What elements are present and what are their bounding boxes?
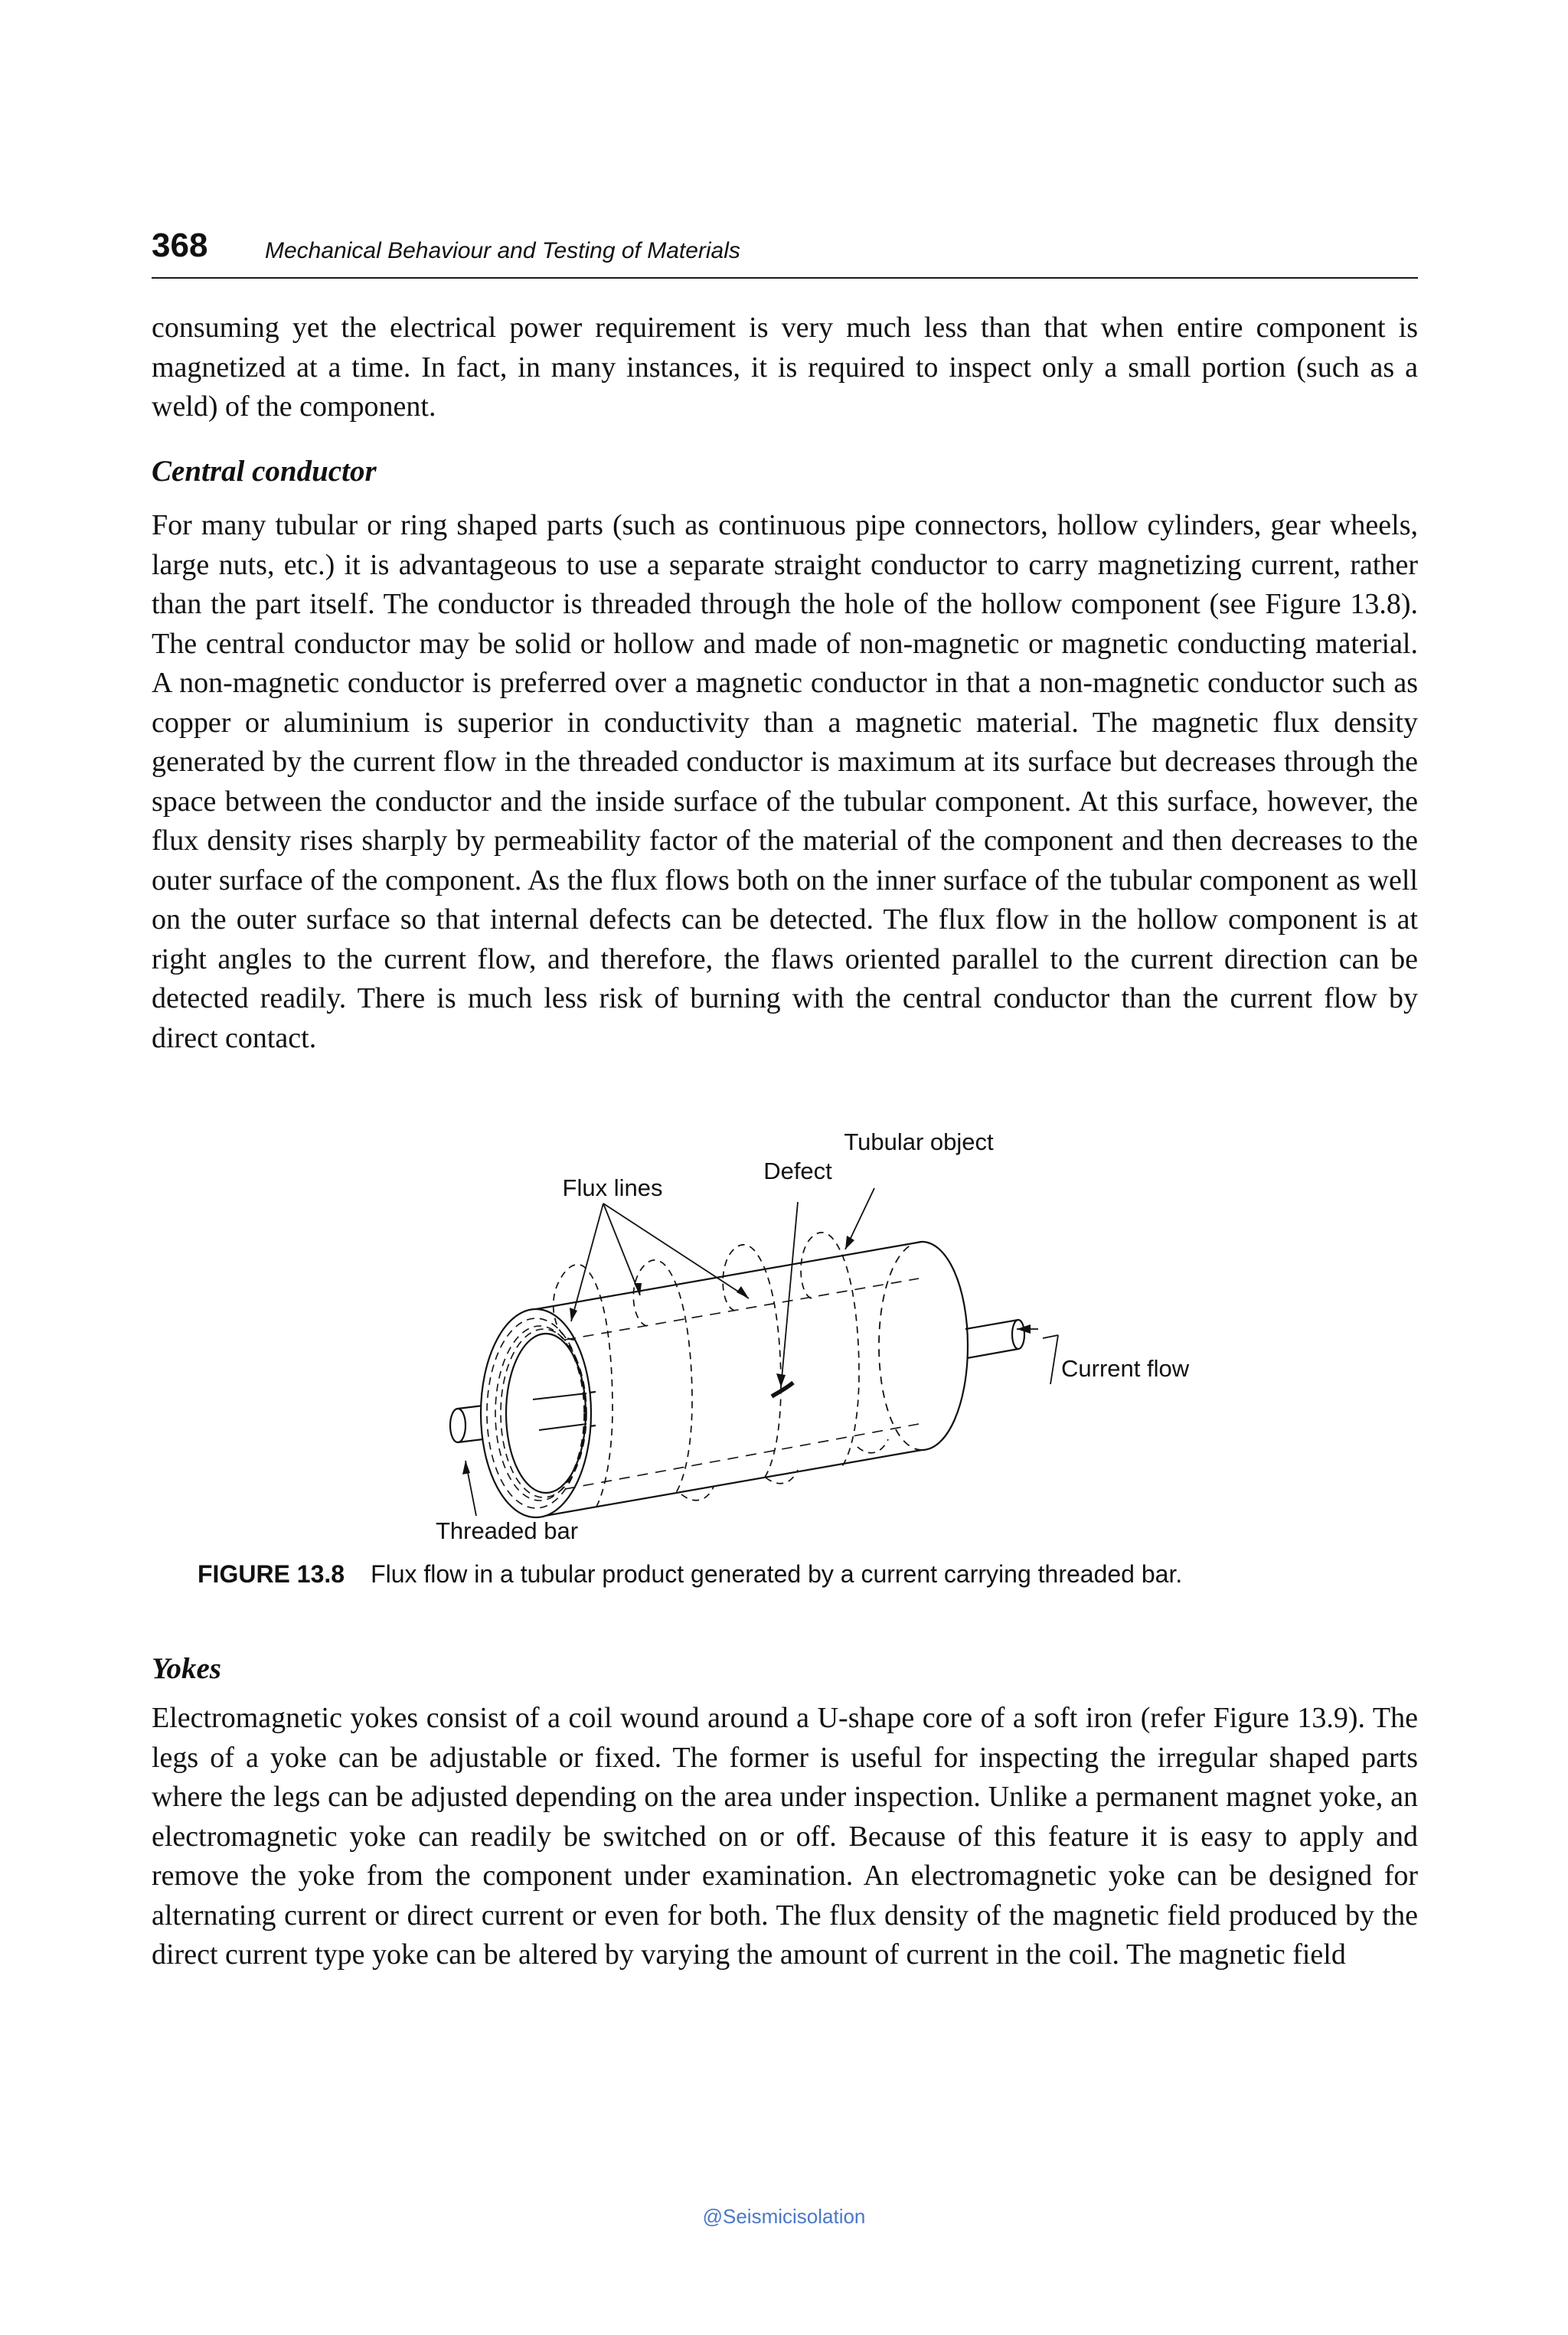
label-tubular-object: Tubular object (844, 1128, 994, 1155)
tube-body (536, 1242, 922, 1517)
figure-caption (198, 1559, 1377, 1589)
label-current-flow: Current flow (1061, 1355, 1190, 1382)
figure-13-8 (383, 1118, 1210, 1562)
label-flux-lines: Flux lines (562, 1174, 663, 1201)
page-header (152, 224, 1418, 279)
paragraph-yokes: Electromagnetic yokes consist of a coil wound around a U-shape core of a soft iron (refer Figure 13.9). The legs of a yoke can be adjustable or fixed. The former is useful for inspecting the irregular shaped parts where the legs can be adjusted depending on the area under inspection. Unlike a permanent magnet yoke, an electromagnetic yoke can readily be switched on or off. Because of this feature it is easy to apply and remove the yoke from the component under examination. An electromagnetic yoke can be designed for alternating current or direct current or even for both. The flux density of the magnetic field produced by the direct current type yoke can be altered by varying the amount of current in the coil. The magnetic field (152, 1702, 1418, 1971)
label-defect: Defect (763, 1158, 832, 1184)
paragraph-intro: consuming yet the electrical power requirement is very much less than that when entire component is magnetized at a time. In fact, in many instances, it is required to inspect only a small portion (such as a weld) of the component. (152, 312, 1418, 423)
running-title: Mechanical Behaviour and Testing of Materials (265, 238, 740, 263)
tube-front-face (481, 1309, 591, 1517)
defect-mark (772, 1383, 793, 1396)
flux-lines (554, 1233, 888, 1508)
caption-number: FIGURE 13.8 (198, 1560, 345, 1588)
label-threaded-bar: Threaded bar (435, 1517, 579, 1544)
heading-yokes: Yokes (152, 1652, 221, 1685)
page-number: 368 (152, 227, 208, 264)
tube-right-end (922, 1242, 968, 1450)
paragraph-central-conductor: For many tubular or ring shaped parts (such as continuous pipe connectors, hollow cylinders, gear wheels, large nuts, etc.) it is advantageous to use a separate straight conductor to carry magnetizing current, rather than the part itself. The conductor is threaded through the hole of the hollow component (see Figure 13.8). The central conductor may be solid or hollow and made of non-magnetic or magnetic conducting material. A non-magnetic conductor is preferred over a magnetic conductor in that a non-magnetic conductor such as copper or aluminium is superior in conductivity than a magnetic material. The magnetic flux density generated by the current flow in the threaded conductor is maximum at its surface but decreases through the space between the conductor and the inside surface of the tubular component. At this surface, however, the flux density rises sharply by permeability factor of the material of the component and then decreases to the outer surface of the component. As the flux flows both on the inner surface of the tubular component as well on the outer surface so that internal defects can be detected. The flux flow in the hollow component is at right angles to the current flow, and therefore, the flaws oriented parallel to the current direction can be detected readily. There is much less risk of burning with the central conductor than the current flow by direct contact. (152, 509, 1418, 1054)
caption-text: Flux flow in a tubular product generated by a current carrying threaded bar. (371, 1560, 1183, 1588)
watermark: @Seismicisolation (702, 2205, 866, 2228)
tubular-object-diagram (383, 1118, 1210, 1562)
threaded-bar-right (965, 1320, 1024, 1358)
heading-central-conductor: Central conductor (152, 455, 377, 488)
